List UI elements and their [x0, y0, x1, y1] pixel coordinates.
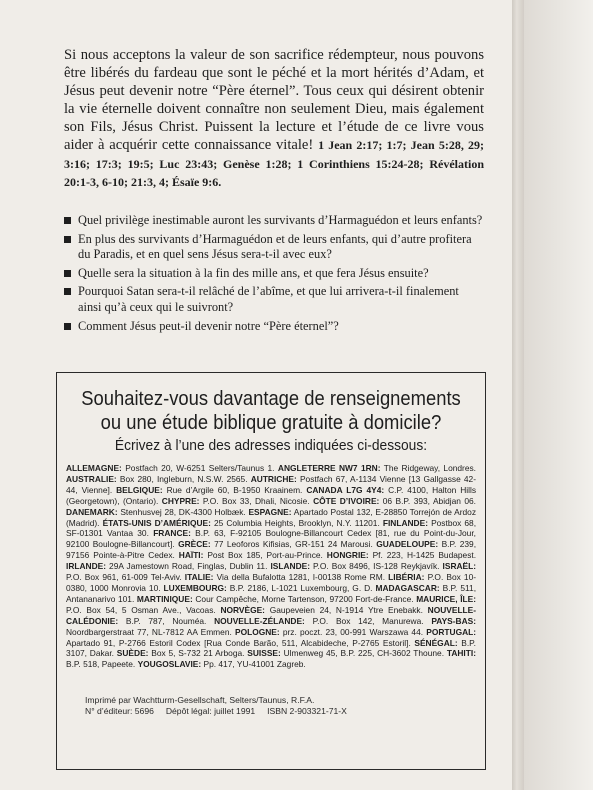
address-country: LUXEMBOURG:: [163, 582, 227, 593]
scripture-references: 1 Jean 2:17; 1:7; Jean 5:28, 29; 3:16; 17:3; 19:5; Luc 23:43; Genèse 1:28; 1 Corinthiens 15:24-28; Révélation 20:1-3, 6-10; 21:3, 4; Ésaïe 9:6.: [64, 138, 484, 189]
address-country: ISRAËL:: [442, 561, 477, 572]
address-text: 29A Jamestown Road, Finglas, Dublin 11.: [109, 561, 268, 572]
address-country: SUÈDE:: [116, 648, 149, 659]
address-country: DANEMARK:: [66, 506, 118, 517]
address-text: B.P. 3107, Dakar.: [66, 637, 476, 659]
address-text: prz. poczt. 23, 00-991 Warszawa 44.: [282, 626, 424, 637]
address-country: IRLANDE:: [66, 561, 107, 572]
question-item: [64, 213, 484, 229]
address-text: C.P. 4100, Halton Hills (Georgetown), (Ontario).: [66, 484, 477, 506]
address-text: Apartado Postal 132, E-28850 Torrejón de Ardoz (Madrid).: [66, 506, 477, 528]
address-text: Via della Bufalotta 1281, I-00138 Rome RM.: [216, 572, 386, 583]
question-item: [64, 266, 484, 282]
address-country: PAYS-BAS:: [431, 615, 477, 626]
address-entry: [278, 463, 476, 473]
address-text: The Ridgeway, Londres.: [383, 463, 477, 473]
address-country: SÉNÉGAL:: [414, 637, 458, 648]
address-text: B.P. 63, F-92105 Boulogne-Billancourt Cedex [81, rue du Point-du-Jour, 92100 Boulogne-Billancourt].: [66, 528, 476, 550]
address-text: 06 B.P. 393, Abidjan 06.: [382, 495, 476, 506]
address-entry: [138, 659, 306, 669]
address-country: PORTUGAL:: [426, 626, 477, 637]
address-text: Cour Campêche, Morne Tartenson, 97200 Fort-de-France.: [195, 593, 414, 604]
address-country: POLOGNE:: [234, 626, 280, 637]
imprint-line2: N° d’éditeur: 5696 Dépôt légal: juillet 1991 ISBN 2-903321-71-X: [85, 706, 347, 716]
review-questions: [64, 213, 484, 337]
question-text: Pourquoi Satan sera-t-il relâché de l’abîme, et que lui arrivera-t-il finalement ainsi qu’à ceux qui le suivront?: [78, 284, 459, 314]
address-entry: [327, 550, 476, 560]
address-entry: [66, 561, 267, 571]
address-country: YOUGOSLAVIE:: [137, 659, 202, 670]
address-entry: [137, 594, 414, 604]
address-country: TAHITI:: [446, 648, 476, 659]
square-bullet-icon: [64, 288, 71, 295]
contact-box-title: [74, 387, 468, 435]
address-text: Postfach 20, W-6251 Selters/Taunus 1.: [125, 463, 275, 473]
address-text: Post Box 185, Port-au-Prince.: [207, 550, 323, 561]
address-text: 77 Leoforos Kifisias, GR-151 24 Marousi.: [214, 539, 373, 550]
address-text: P.O. Box 33, Dhali, Nicosie.: [202, 495, 310, 506]
address-entry: [247, 648, 444, 658]
address-country: MARTINIQUE:: [136, 593, 193, 604]
page-edge: [512, 0, 524, 790]
imprint: [85, 695, 465, 717]
address-text: Pf. 223, H-1425 Budapest.: [372, 550, 477, 561]
address-entry: [116, 485, 302, 495]
contact-title-line1: Souhaitez-vous davantage de renseignements: [81, 388, 461, 410]
address-text: B.P. 239, 97156 Pointe-à-Pitre Cedex.: [66, 539, 477, 561]
address-text: Stenhusvej 28, DK-4300 Holbæk.: [120, 506, 246, 517]
address-text: Ulmenweg 45, B.P. 225, CH-3602 Thoune.: [283, 648, 445, 659]
address-country: ISLANDE:: [270, 561, 310, 572]
address-text: 25 Columbia Heights, Brooklyn, N.Y. 11201.: [214, 517, 380, 528]
address-country: FRANCE:: [153, 528, 191, 539]
question-text: En plus des survivants d’Harmaguédon et de leurs enfants, qui d’autre profitera du Paradis, et en quel sens Jésus sera-t-il avec eux?: [78, 231, 472, 262]
address-entry: [235, 627, 423, 637]
address-text: Pp. 417, YU-41001 Zagreb.: [203, 659, 306, 670]
address-country: NOUVELLE-CALÉDONIE:: [66, 604, 477, 626]
address-text: Gaupeveien 24, N-1914 Ytre Enebakk.: [269, 604, 423, 615]
question-text: Quelle sera la situation à la fin des mille ans, et que fera Jésus ensuite?: [78, 265, 429, 280]
address-entry: [66, 474, 248, 484]
question-text: Quel privilège inestimable auront les survivants d’Harmaguédon et leurs enfants?: [78, 213, 483, 227]
address-country: ESPAGNE:: [248, 506, 292, 517]
address-text: Box 280, Ingleburn, N.S.W. 2565.: [119, 473, 248, 484]
question-item: [64, 319, 484, 335]
address-country: ITALIE:: [184, 572, 214, 583]
address-entry: [66, 507, 246, 517]
square-bullet-icon: [64, 236, 71, 243]
address-entry: [214, 616, 424, 626]
address-text: B.P. 2186, L-1021 Luxembourg, G. D.: [229, 582, 373, 593]
address-text: P.O. Box 961, 61-009 Tel-Aviv.: [66, 572, 182, 583]
background: [524, 0, 593, 790]
contact-box: [56, 372, 486, 770]
address-entry: [66, 463, 275, 473]
address-text: P.O. Box 54, 5 Osman Ave., Vacoas.: [66, 604, 216, 615]
address-country: ANGLETERRE NW7 1RN:: [277, 463, 381, 473]
address-text: P.O. Box 142, Manurewa.: [312, 615, 424, 626]
address-entry: [164, 583, 373, 593]
square-bullet-icon: [64, 217, 71, 224]
address-entry: [178, 539, 373, 549]
address-text: Postbox 68, SF-01301 Vantaa 30.: [66, 517, 477, 539]
imprint-line1: Imprimé par Wachtturm-Gesellschaft, Selters/Taunus, R.F.A.: [85, 695, 315, 705]
address-text: P.O. Box 8496, IS-128 Reykjavík.: [313, 561, 440, 572]
address-country: CHYPRE:: [161, 495, 200, 506]
address-text: Box 5, S-732 21 Arboga.: [151, 648, 245, 659]
contact-box-subtitle: Écrivez à l’une des adresses indiquées ci-dessous:: [114, 437, 428, 454]
address-country: GRÈCE:: [178, 539, 211, 550]
address-country: ÉTATS-UNIS D’AMÉRIQUE:: [102, 517, 211, 528]
address-country: MADAGASCAR:: [375, 582, 440, 593]
address-entry: [179, 550, 323, 560]
question-item: [64, 284, 484, 315]
address-text: Postfach 67, A-1134 Vienne [13 Gallgasse 42-44, Vienne].: [66, 473, 477, 495]
address-country: NOUVELLE-ZÉLANDE:: [214, 615, 305, 626]
address-text: Apartado 91, P-2766 Estoril Codex [Rua Conde Barão, 511, Alcabideche, P-2765 Estoril].: [66, 637, 411, 648]
address-country: AUSTRALIE:: [66, 473, 117, 484]
address-country: LIBÉRIA:: [388, 572, 425, 583]
address-country: AUTRICHE:: [250, 473, 297, 484]
address-country: NORVÈGE:: [220, 604, 265, 615]
address-entry: [162, 496, 310, 506]
address-country: ALLEMAGNE:: [66, 463, 122, 473]
question-item: [64, 232, 484, 263]
address-text: B.P. 511, Antananarivo 101.: [66, 582, 477, 604]
address-country: BELGIQUE:: [116, 484, 163, 495]
address-entry: [220, 605, 422, 615]
address-text: Noordbargerstraat 77, NL-7812 AA Emmen.: [66, 626, 232, 637]
address-country: CANADA L7G 4Y4:: [306, 484, 385, 495]
address-entry: [270, 561, 439, 571]
address-text: B.P. 518, Papeete.: [66, 659, 136, 670]
address-entry: [185, 572, 385, 582]
square-bullet-icon: [64, 323, 71, 330]
address-country: MAURICE, ÎLE:: [416, 593, 477, 604]
address-text: P.O. Box 10-0380, 1000 Monrovia 10.: [66, 572, 477, 593]
address-entry: [117, 648, 245, 658]
address-list: [66, 463, 476, 670]
address-text: Rue d’Argile 60, B-1950 Kraainem.: [166, 484, 303, 495]
address-country: SUISSE:: [247, 648, 281, 659]
address-country: HAÏTI:: [178, 550, 204, 561]
question-text: Comment Jésus peut-il devenir notre “Père éternel”?: [78, 318, 339, 333]
address-text: B.P. 787, Nouméa.: [125, 615, 207, 626]
intro-text: Si nous acceptons la valeur de son sacrifice rédempteur, nous pouvons être libérés du fardeau que sont le péché et la mort hérités d’Adam, et Jésus peut devenir notre “Père éternel”. Tous ceux qui désirent obtenir la vie éternelle doivent connaître non seulement Dieu, mais également son Fils, Jésus Christ. Puissent la lecture et l’étude de ce livre vous aider à acquérir cette connaissance vitale!: [64, 47, 484, 154]
address-entry: [313, 496, 476, 506]
address-country: FINLANDE:: [382, 517, 428, 528]
address-entry: [103, 518, 380, 528]
square-bullet-icon: [64, 270, 71, 277]
intro-paragraph: [64, 46, 484, 191]
address-country: HONGRIE:: [326, 550, 369, 561]
address-country: CÔTE D’IVOIRE:: [313, 495, 380, 506]
address-country: GUADELOUPE:: [376, 539, 439, 550]
contact-title-line2: ou une étude biblique gratuite à domicile?: [100, 412, 442, 434]
